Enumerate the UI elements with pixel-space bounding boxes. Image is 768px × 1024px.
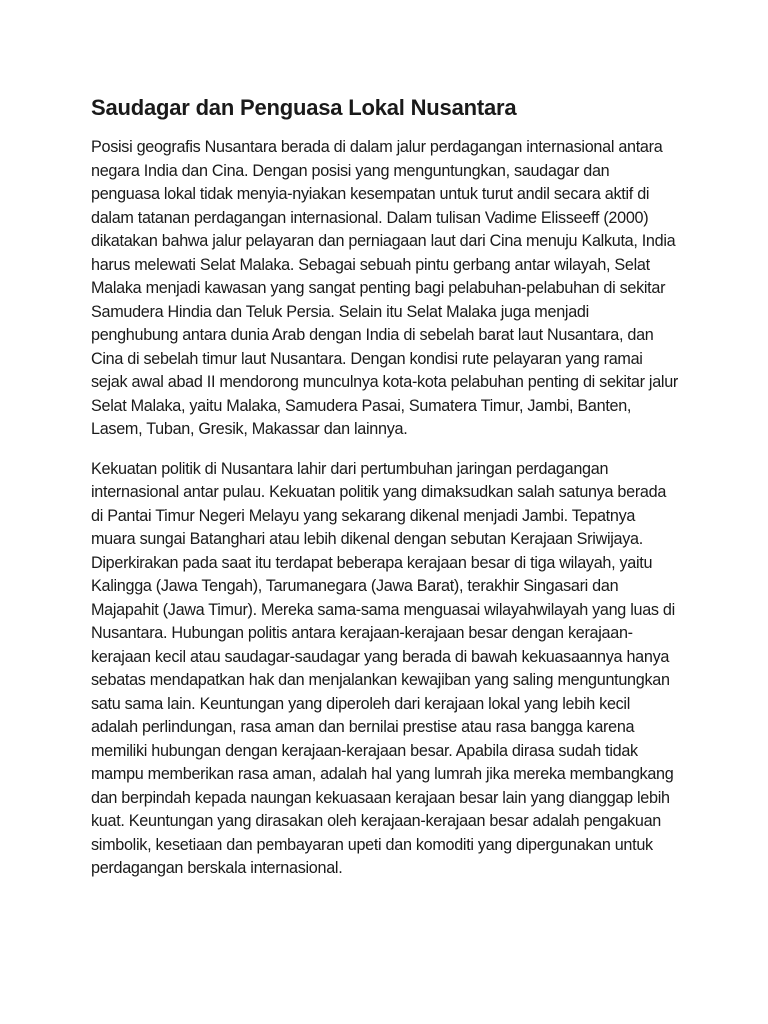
paragraph-geography: Posisi geografis Nusantara berada di dalam jalur perdagangan internasional antara negara India dan Cina. Dengan posisi yang menguntungkan, saudagar dan penguasa lokal tidak menyia-nyiakan kesempatan untuk turut andil secara aktif di dalam tatanan perdagangan internasional. Dalam tulisan Vadime Elisseeff (2000) dikatakan bahwa jalur pelayaran dan perniagaan laut dari Cina menuju Kalkuta, India harus melewati Selat Malaka. Sebagai sebuah pintu gerbang antar wilayah, Selat Malaka menjadi kawasan yang sangat penting bagi pelabuhan-pelabuhan di sekitar Samudera Hindia dan Teluk Persia. Selain itu Selat Malaka juga menjadi penghubung antara dunia Arab dengan India di sebelah barat laut Nusantara, dan Cina di sebelah timur laut Nusantara. Dengan kondisi rute pelayaran yang ramai sejak awal abad II mendorong munculnya kota-kota pelabuhan penting di sekitar jalur Selat Malaka, yaitu Malaka, Samudera Pasai, Sumatera Timur, Jambi, Banten, Lasem, Tuban, Gresik, Makassar dan lainnya. xyxy=(91,138,679,438)
document-title: Saudagar dan Penguasa Lokal Nusantara xyxy=(91,95,517,120)
paragraph-politics: Kekuatan politik di Nusantara lahir dari pertumbuhan jaringan perdagangan internasional antar pulau. Kekuatan politik yang dimaksudkan salah satunya berada di Pantai Timur Negeri Melayu yang sekarang dikenal menjadi Jambi. Tepatnya muara sungai Batanghari atau lebih dikenal dengan sebutan Kerajaan Sriwijaya. Diperkirakan pada saat itu terdapat beberapa kerajaan besar di tiga wilayah, yaitu Kalingga (Jawa Tengah), Tarumanegara (Jawa Barat), terakhir Singasari dan Majapahit (Jawa Timur). Mereka sama-sama menguasai wilayahwilayah yang luas di Nusantara. Hubungan politis antara kerajaan-kerajaan besar dengan kerajaan-kerajaan kecil atau saudagar-saudagar yang berada di bawah kekuasaannya hanya sebatas mendapatkan hak dan menjalankan kewajiban yang saling menguntungkan satu sama lain. Keuntungan yang diperoleh dari kerajaan lokal yang lebih kecil adalah perlindungan, rasa aman dan bernilai prestise atau rasa bangga karena memiliki hubungan dengan kerajaan-kerajaan besar. Apabila dirasa sudah tidak mampu memberikan rasa aman, adalah hal yang lumrah jika mereka membangkang dan berpindah kepada naungan kekuasaan kerajaan besar lain yang dianggap lebih kuat. Keuntungan yang dirasakan oleh kerajaan-kerajaan besar adalah pengakuan simbolik, kesetiaan dan pembayaran upeti dan komoditi yang dipergunakan untuk perdagangan berskala internasional. xyxy=(91,459,675,877)
document-page xyxy=(91,92,679,897)
